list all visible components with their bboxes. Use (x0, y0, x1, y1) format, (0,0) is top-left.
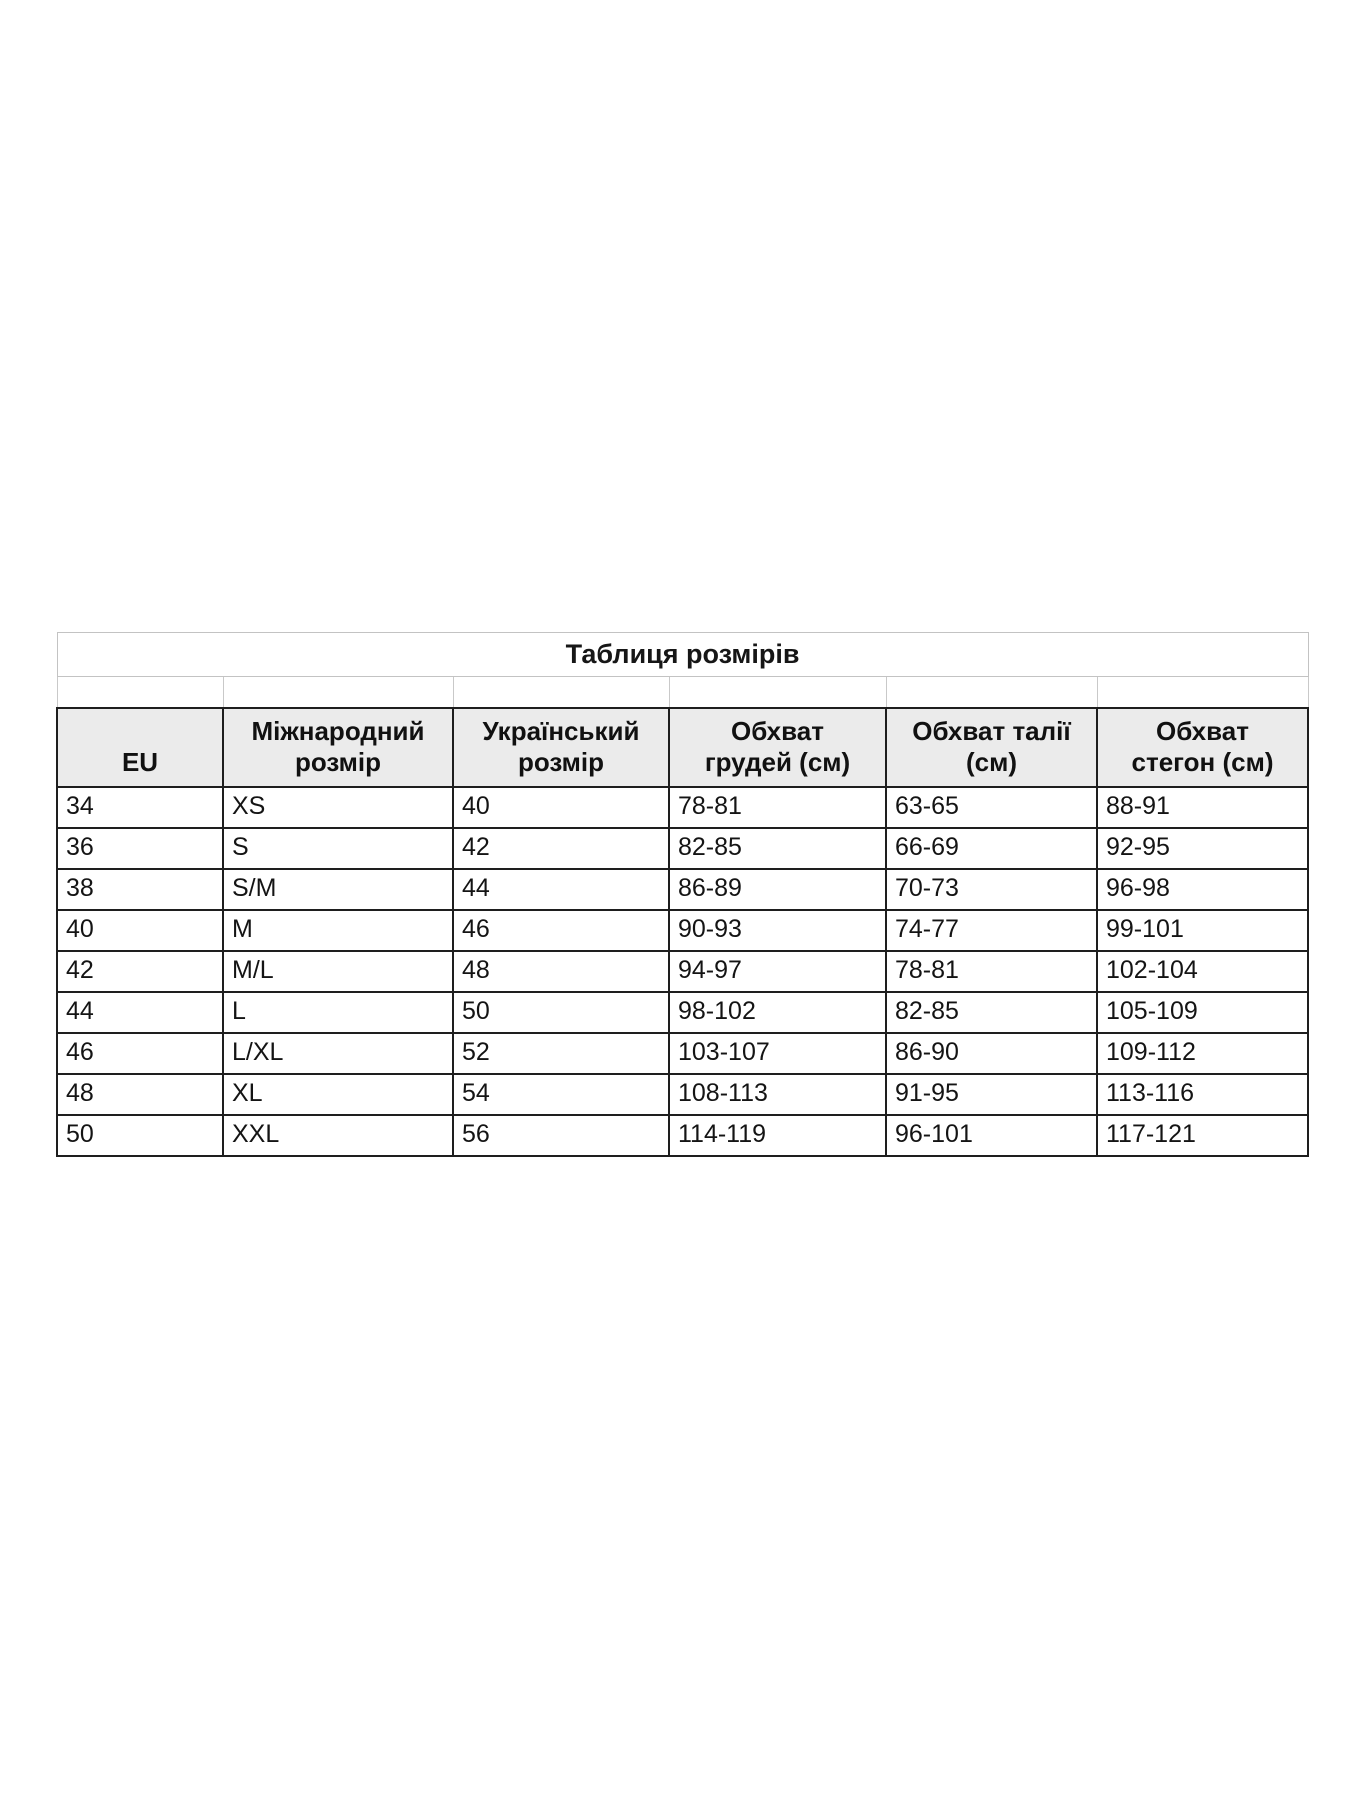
header-line: Обхват талії (912, 716, 1071, 747)
column-header-international-size (223, 708, 453, 787)
column-header-hips (1097, 708, 1308, 787)
cell-waist: 96-101 (886, 1115, 1097, 1156)
cell-international-size: XL (223, 1074, 453, 1115)
cell-chest: 82-85 (669, 828, 886, 869)
spacer-cell (1097, 677, 1308, 708)
header-row (57, 708, 1308, 787)
spacer-cell (453, 677, 669, 708)
cell-hips: 109-112 (1097, 1033, 1308, 1074)
cell-eu: 38 (57, 869, 223, 910)
cell-eu: 36 (57, 828, 223, 869)
table-row (57, 992, 1308, 1033)
cell-ukrainian-size: 44 (453, 869, 669, 910)
cell-eu: 42 (57, 951, 223, 992)
size-table (56, 632, 1309, 1157)
cell-hips: 96-98 (1097, 869, 1308, 910)
cell-chest: 90-93 (669, 910, 886, 951)
cell-international-size: L (223, 992, 453, 1033)
table-row (57, 869, 1308, 910)
cell-chest: 98-102 (669, 992, 886, 1033)
cell-international-size: S/M (223, 869, 453, 910)
spacer-cell (669, 677, 886, 708)
spacer-cell (886, 677, 1097, 708)
cell-waist: 70-73 (886, 869, 1097, 910)
table-row (57, 828, 1308, 869)
header-line: Український (482, 716, 640, 747)
table-row (57, 1033, 1308, 1074)
cell-hips: 102-104 (1097, 951, 1308, 992)
cell-international-size: M (223, 910, 453, 951)
cell-waist: 82-85 (886, 992, 1097, 1033)
table-title: Таблиця розмірів (57, 633, 1308, 677)
cell-eu: 46 (57, 1033, 223, 1074)
column-header-ukrainian-size (453, 708, 669, 787)
cell-ukrainian-size: 42 (453, 828, 669, 869)
cell-hips: 99-101 (1097, 910, 1308, 951)
cell-ukrainian-size: 50 (453, 992, 669, 1033)
cell-hips: 113-116 (1097, 1074, 1308, 1115)
cell-international-size: M/L (223, 951, 453, 992)
header-line: Обхват (731, 716, 824, 747)
header-line: EU (121, 747, 159, 778)
cell-waist: 86-90 (886, 1033, 1097, 1074)
cell-hips: 92-95 (1097, 828, 1308, 869)
spacer-row (57, 677, 1308, 708)
cell-international-size: S (223, 828, 453, 869)
table-row (57, 910, 1308, 951)
spacer-cell (57, 677, 223, 708)
header-line: Міжнародний (251, 716, 425, 747)
spacer-cell (223, 677, 453, 708)
cell-international-size: XXL (223, 1115, 453, 1156)
cell-waist: 63-65 (886, 787, 1097, 828)
cell-international-size: L/XL (223, 1033, 453, 1074)
cell-ukrainian-size: 48 (453, 951, 669, 992)
cell-ukrainian-size: 56 (453, 1115, 669, 1156)
table-row (57, 1074, 1308, 1115)
cell-waist: 66-69 (886, 828, 1097, 869)
cell-ukrainian-size: 54 (453, 1074, 669, 1115)
header-line: розмір (294, 747, 382, 778)
cell-chest: 114-119 (669, 1115, 886, 1156)
cell-hips: 88-91 (1097, 787, 1308, 828)
cell-ukrainian-size: 40 (453, 787, 669, 828)
cell-waist: 78-81 (886, 951, 1097, 992)
cell-chest: 78-81 (669, 787, 886, 828)
cell-eu: 48 (57, 1074, 223, 1115)
table-row (57, 787, 1308, 828)
cell-waist: 91-95 (886, 1074, 1097, 1115)
cell-ukrainian-size: 52 (453, 1033, 669, 1074)
cell-chest: 86-89 (669, 869, 886, 910)
column-header-waist (886, 708, 1097, 787)
column-header-eu (57, 708, 223, 787)
table-title-row (57, 633, 1308, 677)
header-line: (см) (965, 747, 1017, 778)
cell-chest: 108-113 (669, 1074, 886, 1115)
header-line: Обхват (1156, 716, 1249, 747)
header-line: грудей (см) (704, 747, 851, 778)
cell-waist: 74-77 (886, 910, 1097, 951)
cell-chest: 94-97 (669, 951, 886, 992)
cell-eu: 34 (57, 787, 223, 828)
cell-hips: 105-109 (1097, 992, 1308, 1033)
header-line: стегон (см) (1131, 747, 1274, 778)
cell-eu: 50 (57, 1115, 223, 1156)
cell-international-size: XS (223, 787, 453, 828)
cell-ukrainian-size: 46 (453, 910, 669, 951)
column-header-chest (669, 708, 886, 787)
cell-eu: 40 (57, 910, 223, 951)
header-line: розмір (517, 747, 605, 778)
cell-eu: 44 (57, 992, 223, 1033)
table-row (57, 1115, 1308, 1156)
cell-hips: 117-121 (1097, 1115, 1308, 1156)
table-row (57, 951, 1308, 992)
cell-chest: 103-107 (669, 1033, 886, 1074)
